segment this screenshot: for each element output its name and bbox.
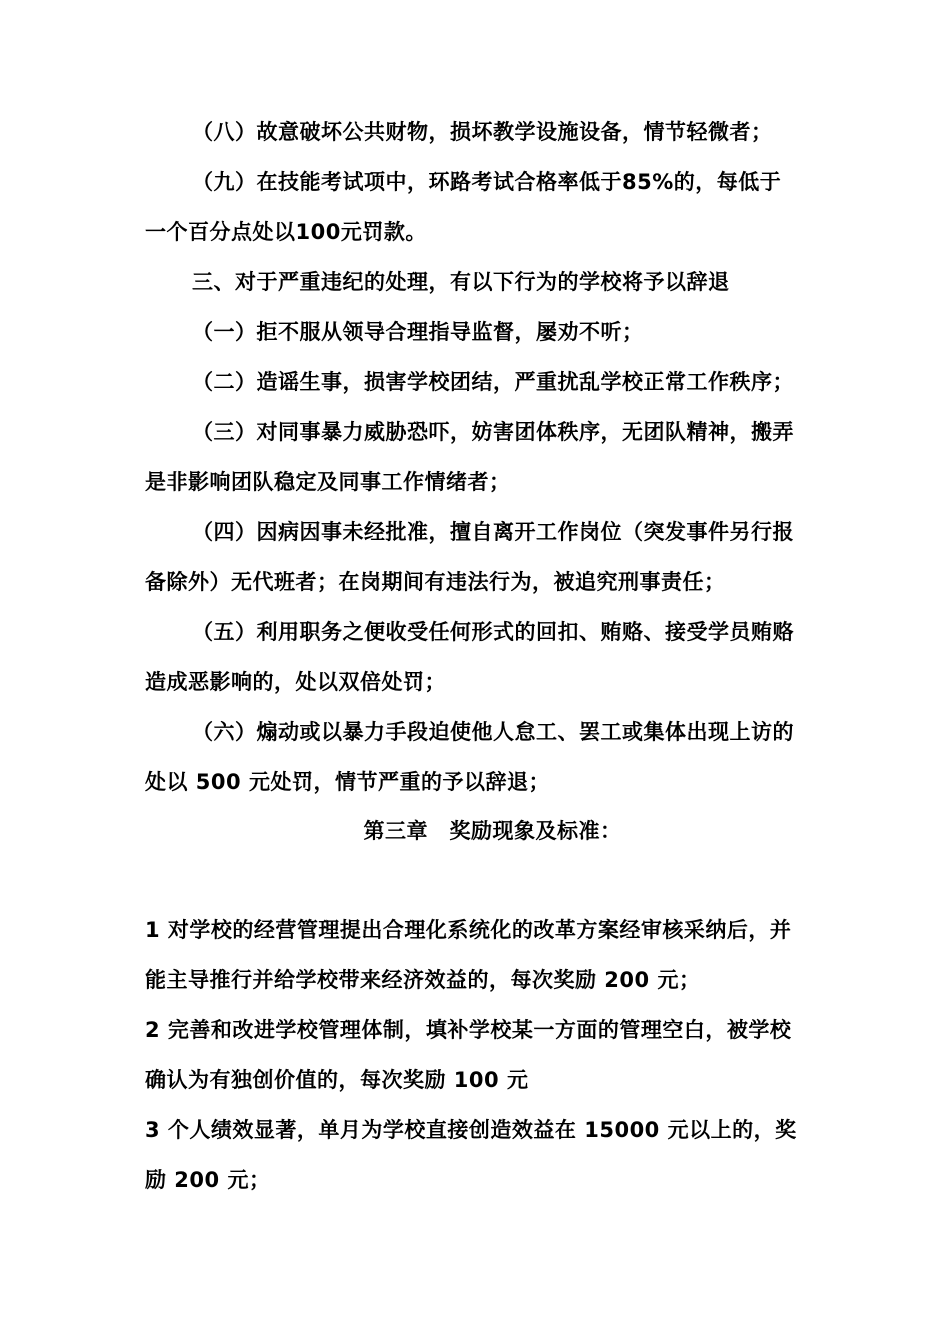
- serious-clause-1: （一）拒不服从领导合理指导监督，屡劝不听；: [192, 320, 644, 344]
- reward-1-line-2: 能主导推行并给学校带来经济效益的，每次奖励 200 元；: [145, 968, 701, 992]
- serious-clause-3-line-1: （三）对同事暴力威胁恐吓，妨害团体秩序，无团队精神，搬弄: [192, 420, 794, 444]
- serious-clause-5-line-2: 造成恶影响的，处以双倍处罚；: [145, 670, 446, 694]
- serious-clause-6-line-2: 处以 500 元处罚，情节严重的予以辞退；: [145, 770, 550, 794]
- serious-clause-3-line-2: 是非影响团队稳定及同事工作情绪者；: [145, 470, 511, 494]
- reward-2-line-1: 2 完善和改进学校管理体制，填补学校某一方面的管理空白，被学校: [145, 1018, 792, 1042]
- reward-1-line-1: 1 对学校的经营管理提出合理化系统化的改革方案经审核采纳后，并: [145, 918, 792, 942]
- reward-3-line-2: 励 200 元；: [145, 1168, 271, 1192]
- chapter-3-heading: 第三章 奖励现象及标准：: [363, 819, 622, 843]
- reward-2-line-2: 确认为有独创价值的，每次奖励 100 元: [145, 1068, 529, 1092]
- clause-9-line-2: 一个百分点处以100元罚款。: [145, 220, 427, 244]
- clause-8: （八）故意破坏公共财物，损坏教学设施设备，情节轻微者；: [192, 120, 773, 144]
- clause-9-line-1: （九）在技能考试项中，环路考试合格率低于85%的，每低于: [192, 170, 782, 194]
- section-heading-serious-violations: 三、对于严重违纪的处理，有以下行为的学校将予以辞退: [192, 270, 730, 294]
- serious-clause-4-line-2: 备除外）无代班者；在岗期间有违法行为，被追究刑事责任；: [145, 570, 726, 594]
- reward-3-line-1: 3 个人绩效显著，单月为学校直接创造效益在 15000 元以上的，奖: [145, 1118, 797, 1142]
- serious-clause-6-line-1: （六）煽动或以暴力手段迫使他人怠工、罢工或集体出现上访的: [192, 720, 794, 744]
- serious-clause-4-line-1: （四）因病因事未经批准，擅自离开工作岗位（突发事件另行报: [192, 520, 794, 544]
- serious-clause-5-line-1: （五）利用职务之便收受任何形式的回扣、贿赂、接受学员贿赂: [192, 620, 794, 644]
- serious-clause-2: （二）造谣生事，损害学校团结，严重扰乱学校正常工作秩序；: [192, 370, 794, 394]
